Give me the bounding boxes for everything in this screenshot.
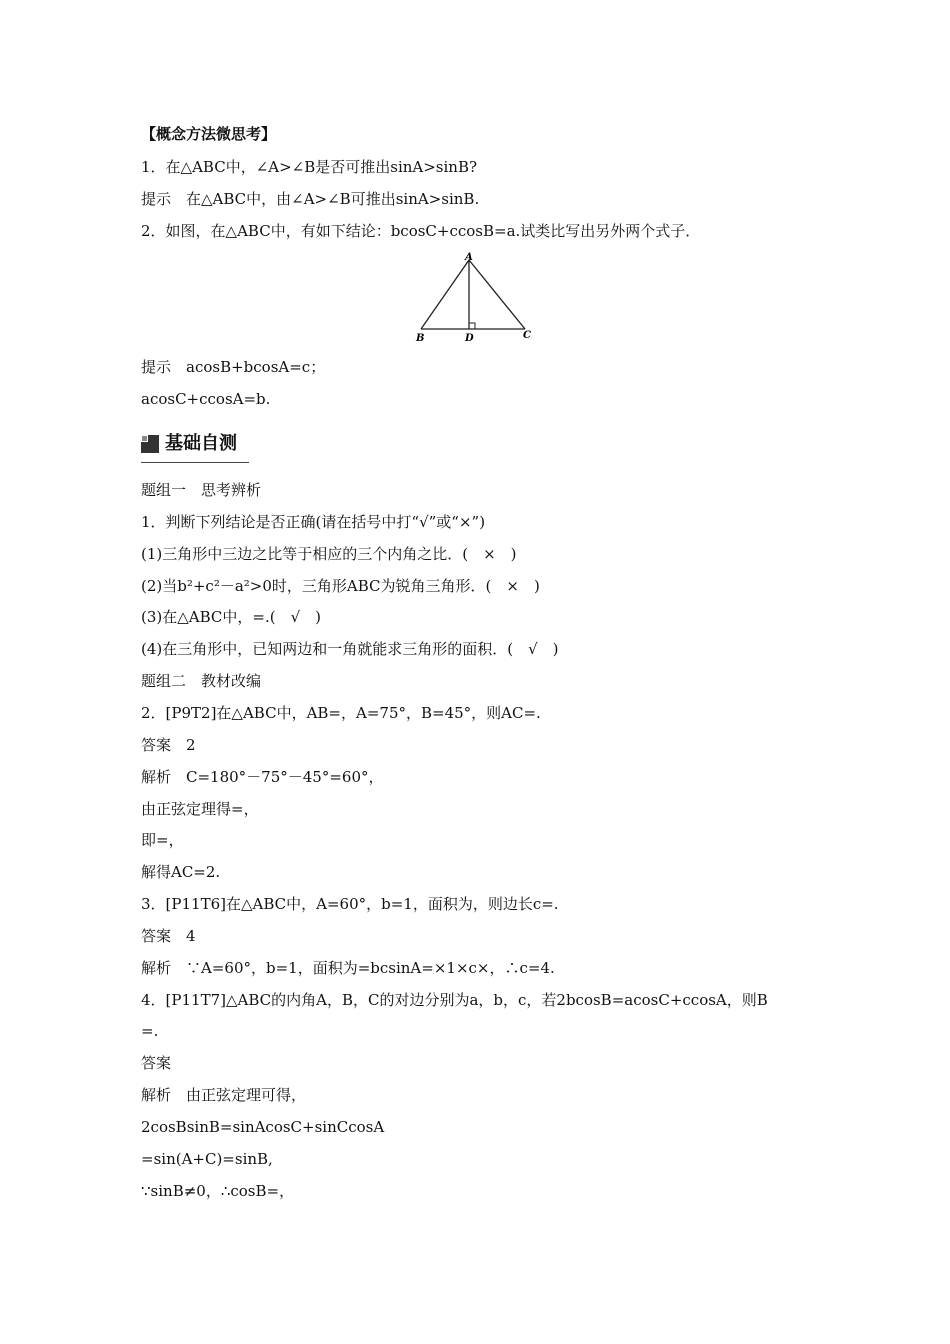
analysis-4-line-3: =sin(A+C)=sinB, [141,1150,273,1168]
hint-2-line-2: acosC+ccosA=b. [141,390,271,408]
statement-2: (2)当b²+c²－a²>0时，三角形ABC为锐角三角形．( × ) [141,577,540,595]
label-c: C [523,330,531,341]
question-3: 3．[P11T6]在△ABC中，A=60°，b=1，面积为，则边长c=. [141,895,559,913]
analysis-4-line-4: ∵sinB≠0，∴cosB=， [141,1182,295,1200]
analysis-2-line-3: 即=， [141,831,184,849]
hint-1: 提示 在△ABC中，由∠A>∠B可推出sinA>sinB. [141,190,480,208]
analysis-2-line-1: 解析 C=180°－75°－45°=60°， [141,768,384,786]
hint-2-line-1: 提示 acosB+bcosA=c； [141,358,326,376]
side-ab [421,260,469,329]
statement-1: (1)三角形中三边之比等于相应的三个内角之比．( × ) [141,545,517,563]
analysis-4-line-1: 解析 由正弦定理可得， [141,1086,307,1104]
triangle-figure [408,250,538,346]
section-block-icon [141,435,159,453]
label-d: D [465,333,474,344]
right-angle-mark [469,323,475,329]
question-4-line-1: 4．[P11T7]△ABC的内角A，B，C的对边分别为a，b，c，若2bcosB=acosC+ccosA，则B [141,991,768,1009]
statement-3: (3)在△ABC中，=.( √ ) [141,608,321,626]
label-b: B [416,333,425,344]
question-2: 2．如图，在△ABC中，有如下结论：bcosC+ccosB=a.试类比写出另外两个式子． [141,222,701,240]
group-1-title: 题组一 思考辨析 [141,481,262,499]
section-heading-basic-test [141,432,249,463]
label-a: A [465,252,473,263]
question-1-intro: 1．判断下列结论是否正确(请在括号中打“√”或“×”) [141,513,486,531]
statement-4: (4)在三角形中，已知两边和一角就能求三角形的面积．( √ ) [141,640,559,658]
answer-4: 答案 [141,1054,172,1072]
question-2: 2．[P9T2]在△ABC中，AB=，A=75°，B=45°，则AC=. [141,704,541,722]
section-heading-concepts: 【概念方法微思考】 [141,125,277,143]
analysis-3: 解析 ∵A=60°，b=1，面积为=bcsinA=×1×c×，∴c=4. [141,959,555,977]
answer-3: 答案 4 [141,927,196,945]
side-ac [469,260,525,329]
analysis-2-line-4: 解得AC=2. [141,863,221,881]
group-2-title: 题组二 教材改编 [141,672,262,690]
section-title: 基础自测 [165,433,237,454]
question-1: 1．在△ABC中，∠A>∠B是否可推出sinA>sinB? [141,158,478,176]
analysis-4-line-2: 2cosBsinB=sinAcosC+sinCcosA [141,1118,385,1136]
answer-2: 答案 2 [141,736,196,754]
analysis-2-line-2: 由正弦定理得=， [141,800,259,818]
question-4-line-2: =. [141,1022,159,1040]
